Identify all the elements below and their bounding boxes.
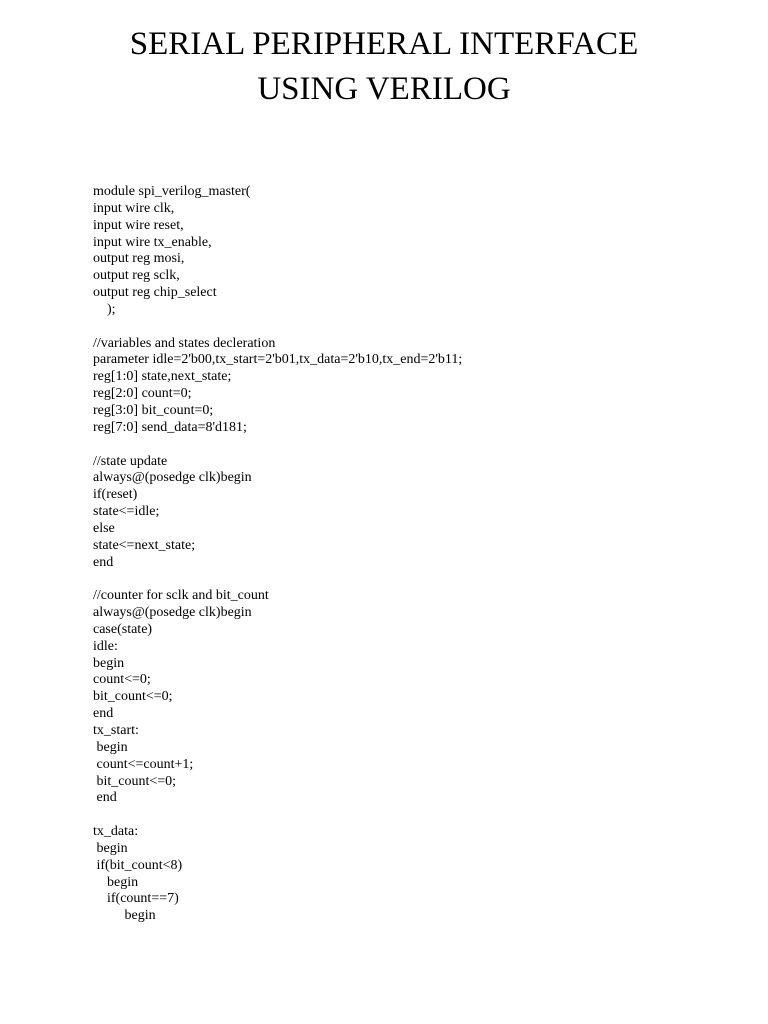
title-line: USING VERILOG xyxy=(257,71,511,107)
code-line: count<=0; xyxy=(93,672,151,688)
code-line: else xyxy=(93,520,115,536)
code-line: idle: xyxy=(93,638,118,654)
verilog-code-block xyxy=(93,184,733,925)
code-line: always@(posedge clk)begin xyxy=(93,470,252,486)
code-line: reg[2:0] count=0; xyxy=(93,386,192,402)
code-line xyxy=(93,437,733,454)
code-line xyxy=(93,571,733,588)
code-line: if(bit_count<8) xyxy=(93,857,183,873)
code-line: state<=next_state; xyxy=(93,537,196,553)
code-line xyxy=(93,807,733,824)
code-line: tx_start: xyxy=(93,723,139,738)
code-line: //variables and states decleration xyxy=(93,335,276,351)
code-line: begin xyxy=(93,874,139,890)
code-line: begin xyxy=(93,739,128,755)
code-line: end xyxy=(93,554,114,570)
code-line: reg[1:0] state,next_state; xyxy=(93,369,232,385)
document-title xyxy=(0,22,768,112)
code-line: case(state) xyxy=(93,621,153,637)
code-line: state<=idle; xyxy=(93,504,160,520)
code-line: always@(posedge clk)begin xyxy=(93,605,252,621)
code-line: begin xyxy=(93,840,128,856)
code-line: begin xyxy=(93,908,156,924)
code-line: end xyxy=(93,706,114,722)
code-line xyxy=(93,319,733,336)
code-line: bit_count<=0; xyxy=(93,689,173,705)
code-line: end xyxy=(93,790,117,806)
code-line: input wire clk, xyxy=(93,200,175,216)
code-line: reg[3:0] bit_count=0; xyxy=(93,402,214,418)
code-line: begin xyxy=(93,655,125,671)
code-line: output reg chip_select xyxy=(93,285,217,301)
code-line: if(reset) xyxy=(93,487,138,503)
code-line: reg[7:0] send_data=8'd181; xyxy=(93,419,247,435)
code-line: ); xyxy=(93,301,116,317)
code-line: //counter for sclk and bit_count xyxy=(93,588,269,604)
code-line: bit_count<=0; xyxy=(93,773,177,789)
code-line: module spi_verilog_master( xyxy=(93,184,251,199)
code-line: if(count==7) xyxy=(93,891,179,907)
code-line: parameter idle=2'b00,tx_start=2'b01,tx_data=2'b10,tx_end=2'b11; xyxy=(93,352,463,368)
code-line: input wire reset, xyxy=(93,217,184,233)
code-line: input wire tx_enable, xyxy=(93,234,212,250)
code-line: output reg mosi, xyxy=(93,251,185,267)
code-line: tx_data: xyxy=(93,824,139,840)
code-line: count<=count+1; xyxy=(93,756,194,772)
code-line: //state update xyxy=(93,453,168,469)
code-line: output reg sclk, xyxy=(93,268,180,284)
title-line: SERIAL PERIPHERAL INTERFACE xyxy=(129,26,639,62)
